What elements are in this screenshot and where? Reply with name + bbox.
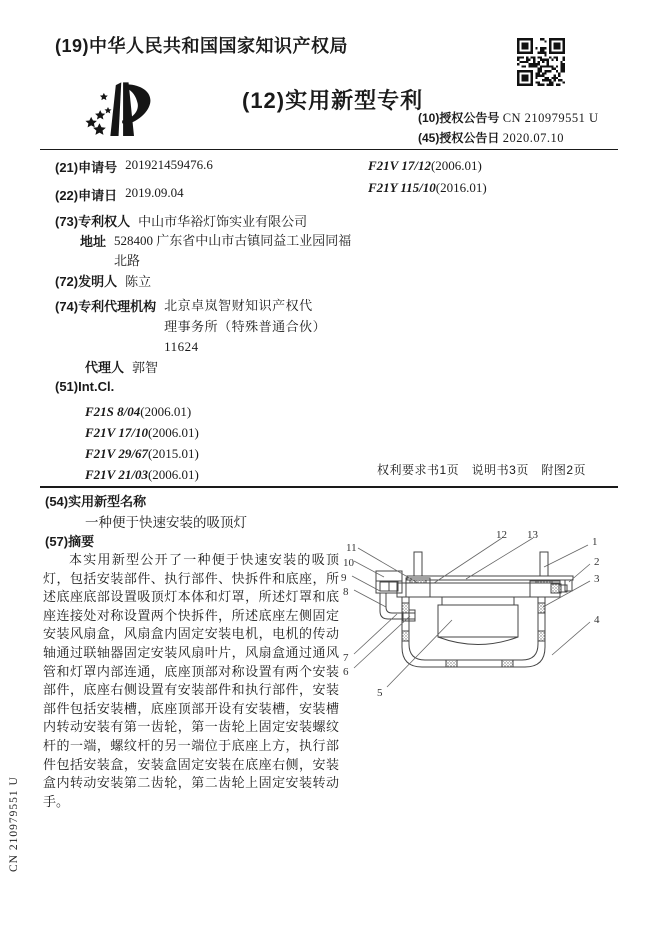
intcl-header-row [55, 379, 122, 394]
grant-date-value: 2020.07.10 [502, 131, 564, 145]
right-class-entry [368, 180, 487, 196]
callout-5: 5 [377, 687, 383, 699]
side-document-number: CN 210979551 U [8, 776, 20, 872]
callout-11: 11 [346, 542, 357, 554]
application-date-label: (22)申请日 [55, 188, 118, 203]
biblio-left-column [55, 155, 352, 485]
right-class-entry [368, 158, 482, 174]
patentee-label: (73)专利权人 [55, 214, 131, 229]
doc-type-title: (12)实用新型专利 [242, 88, 424, 113]
patentee-row [55, 211, 307, 230]
grant-date-label: (45)授权公告日 [418, 131, 500, 145]
callout-2: 2 [594, 556, 600, 568]
address-row [80, 231, 354, 270]
inventor-value: 陈立 [125, 274, 152, 289]
callout-4: 4 [594, 614, 600, 626]
grant-number-label: (10)授权公告号 [418, 111, 500, 125]
inventor-row [55, 271, 151, 290]
grant-number-value: CN 210979551 U [502, 111, 599, 125]
lamp-drawing [376, 552, 573, 667]
class-code: F21Y 115/10 [368, 180, 436, 195]
address-value: 528400 广东省中山市古镇同益工业园同福北路 [114, 233, 352, 268]
callout-13: 13 [527, 529, 538, 541]
intcl-entry [85, 464, 199, 485]
inventor-label: (72)发明人 [55, 274, 118, 289]
patentee-value: 中山市华裕灯饰实业有限公司 [138, 214, 308, 229]
class-code: F21S 8/04 [85, 404, 141, 419]
abstract-text: 本实用新型公开了一种便于快速安装的吸顶灯，包括安装部件、执行部件、快拆件和底座，所述底座底部设置吸顶灯本体和灯罩，所述灯罩和底座连接处对称设置两个快拆件，所述底座左侧固定安装风扇盒，风扇盒内固定安装电机，电机的传动轴通过联轴器固定安装风扇叶片，风扇盒通过通风管和灯罩内部连通，底座顶部对称设置有两个安装部件，底座右侧设置有安装部件和执行部件，安装部件包括安装槽，底座顶部开设有安装槽，安装槽内转动安装有第一齿轮，第一齿轮上固定安装螺纹杆的一端，螺纹杆的另一端位于底座上方，执行部件包括安装盒，安装盒固定安装在底座右侧，安装盒内转动安装第二齿轮，第二齿轮上固定安装转动手。 [43, 552, 339, 809]
application-number-value: 201921459476.6 [125, 157, 213, 172]
authority-line: (19)中华人民共和国国家知识产权局 [55, 36, 349, 56]
title-section-label: (54)实用新型名称 [45, 494, 147, 509]
agent-row [85, 357, 158, 376]
callout-8: 8 [343, 586, 349, 598]
abstract-section-label: (57)摘要 [45, 534, 95, 549]
agency-value: 北京卓岚智财知识产权代理事务所（特殊普通合伙）11624 [164, 298, 320, 354]
class-code: F21V 21/03 [85, 467, 148, 482]
class-year: (2006.01) [147, 425, 199, 440]
callout-10: 10 [343, 557, 354, 569]
grant-date-row [418, 129, 564, 146]
header-divider [40, 149, 618, 150]
intcl-label: (51)Int.Cl. [55, 379, 115, 394]
intcl-entry [85, 443, 199, 464]
class-year: (2006.01) [147, 467, 199, 482]
class-year: (2006.01) [430, 158, 482, 173]
grant-number-row [418, 109, 599, 126]
pages-info: 权利要求书1页 说明书3页 附图2页 [377, 463, 587, 477]
class-year: (2016.01) [435, 180, 487, 195]
agency-row [55, 296, 324, 358]
address-label: 地址 [80, 234, 107, 249]
class-code: F21V 17/10 [85, 425, 148, 440]
application-date-value: 2019.09.04 [125, 185, 184, 200]
intcl-entry [85, 401, 199, 422]
callout-7: 7 [343, 652, 349, 664]
application-number-label: (21)申请号 [55, 160, 118, 175]
callout-12: 12 [496, 529, 507, 541]
class-code: F21V 17/12 [368, 158, 431, 173]
cnipa-logo-icon [74, 76, 174, 146]
intcl-list [85, 401, 199, 485]
qr-code [517, 38, 565, 86]
callout-3: 3 [594, 573, 600, 585]
patent-figure [330, 515, 657, 720]
class-year: (2015.01) [147, 446, 199, 461]
agent-value: 郭智 [132, 360, 159, 375]
application-date-row [55, 185, 184, 204]
invention-title: 一种便于快速安装的吸顶灯 [85, 515, 247, 530]
class-code: F21V 29/67 [85, 446, 148, 461]
section-divider [40, 486, 618, 488]
callout-9: 9 [341, 572, 347, 584]
callout-1: 1 [592, 536, 598, 548]
intcl-entry [85, 422, 199, 443]
callout-6: 6 [343, 666, 349, 678]
leader-lines [352, 538, 590, 687]
application-number-row [55, 157, 213, 176]
class-year: (2006.01) [140, 404, 192, 419]
agency-label: (74)专利代理机构 [55, 299, 157, 314]
agent-label: 代理人 [85, 360, 125, 375]
